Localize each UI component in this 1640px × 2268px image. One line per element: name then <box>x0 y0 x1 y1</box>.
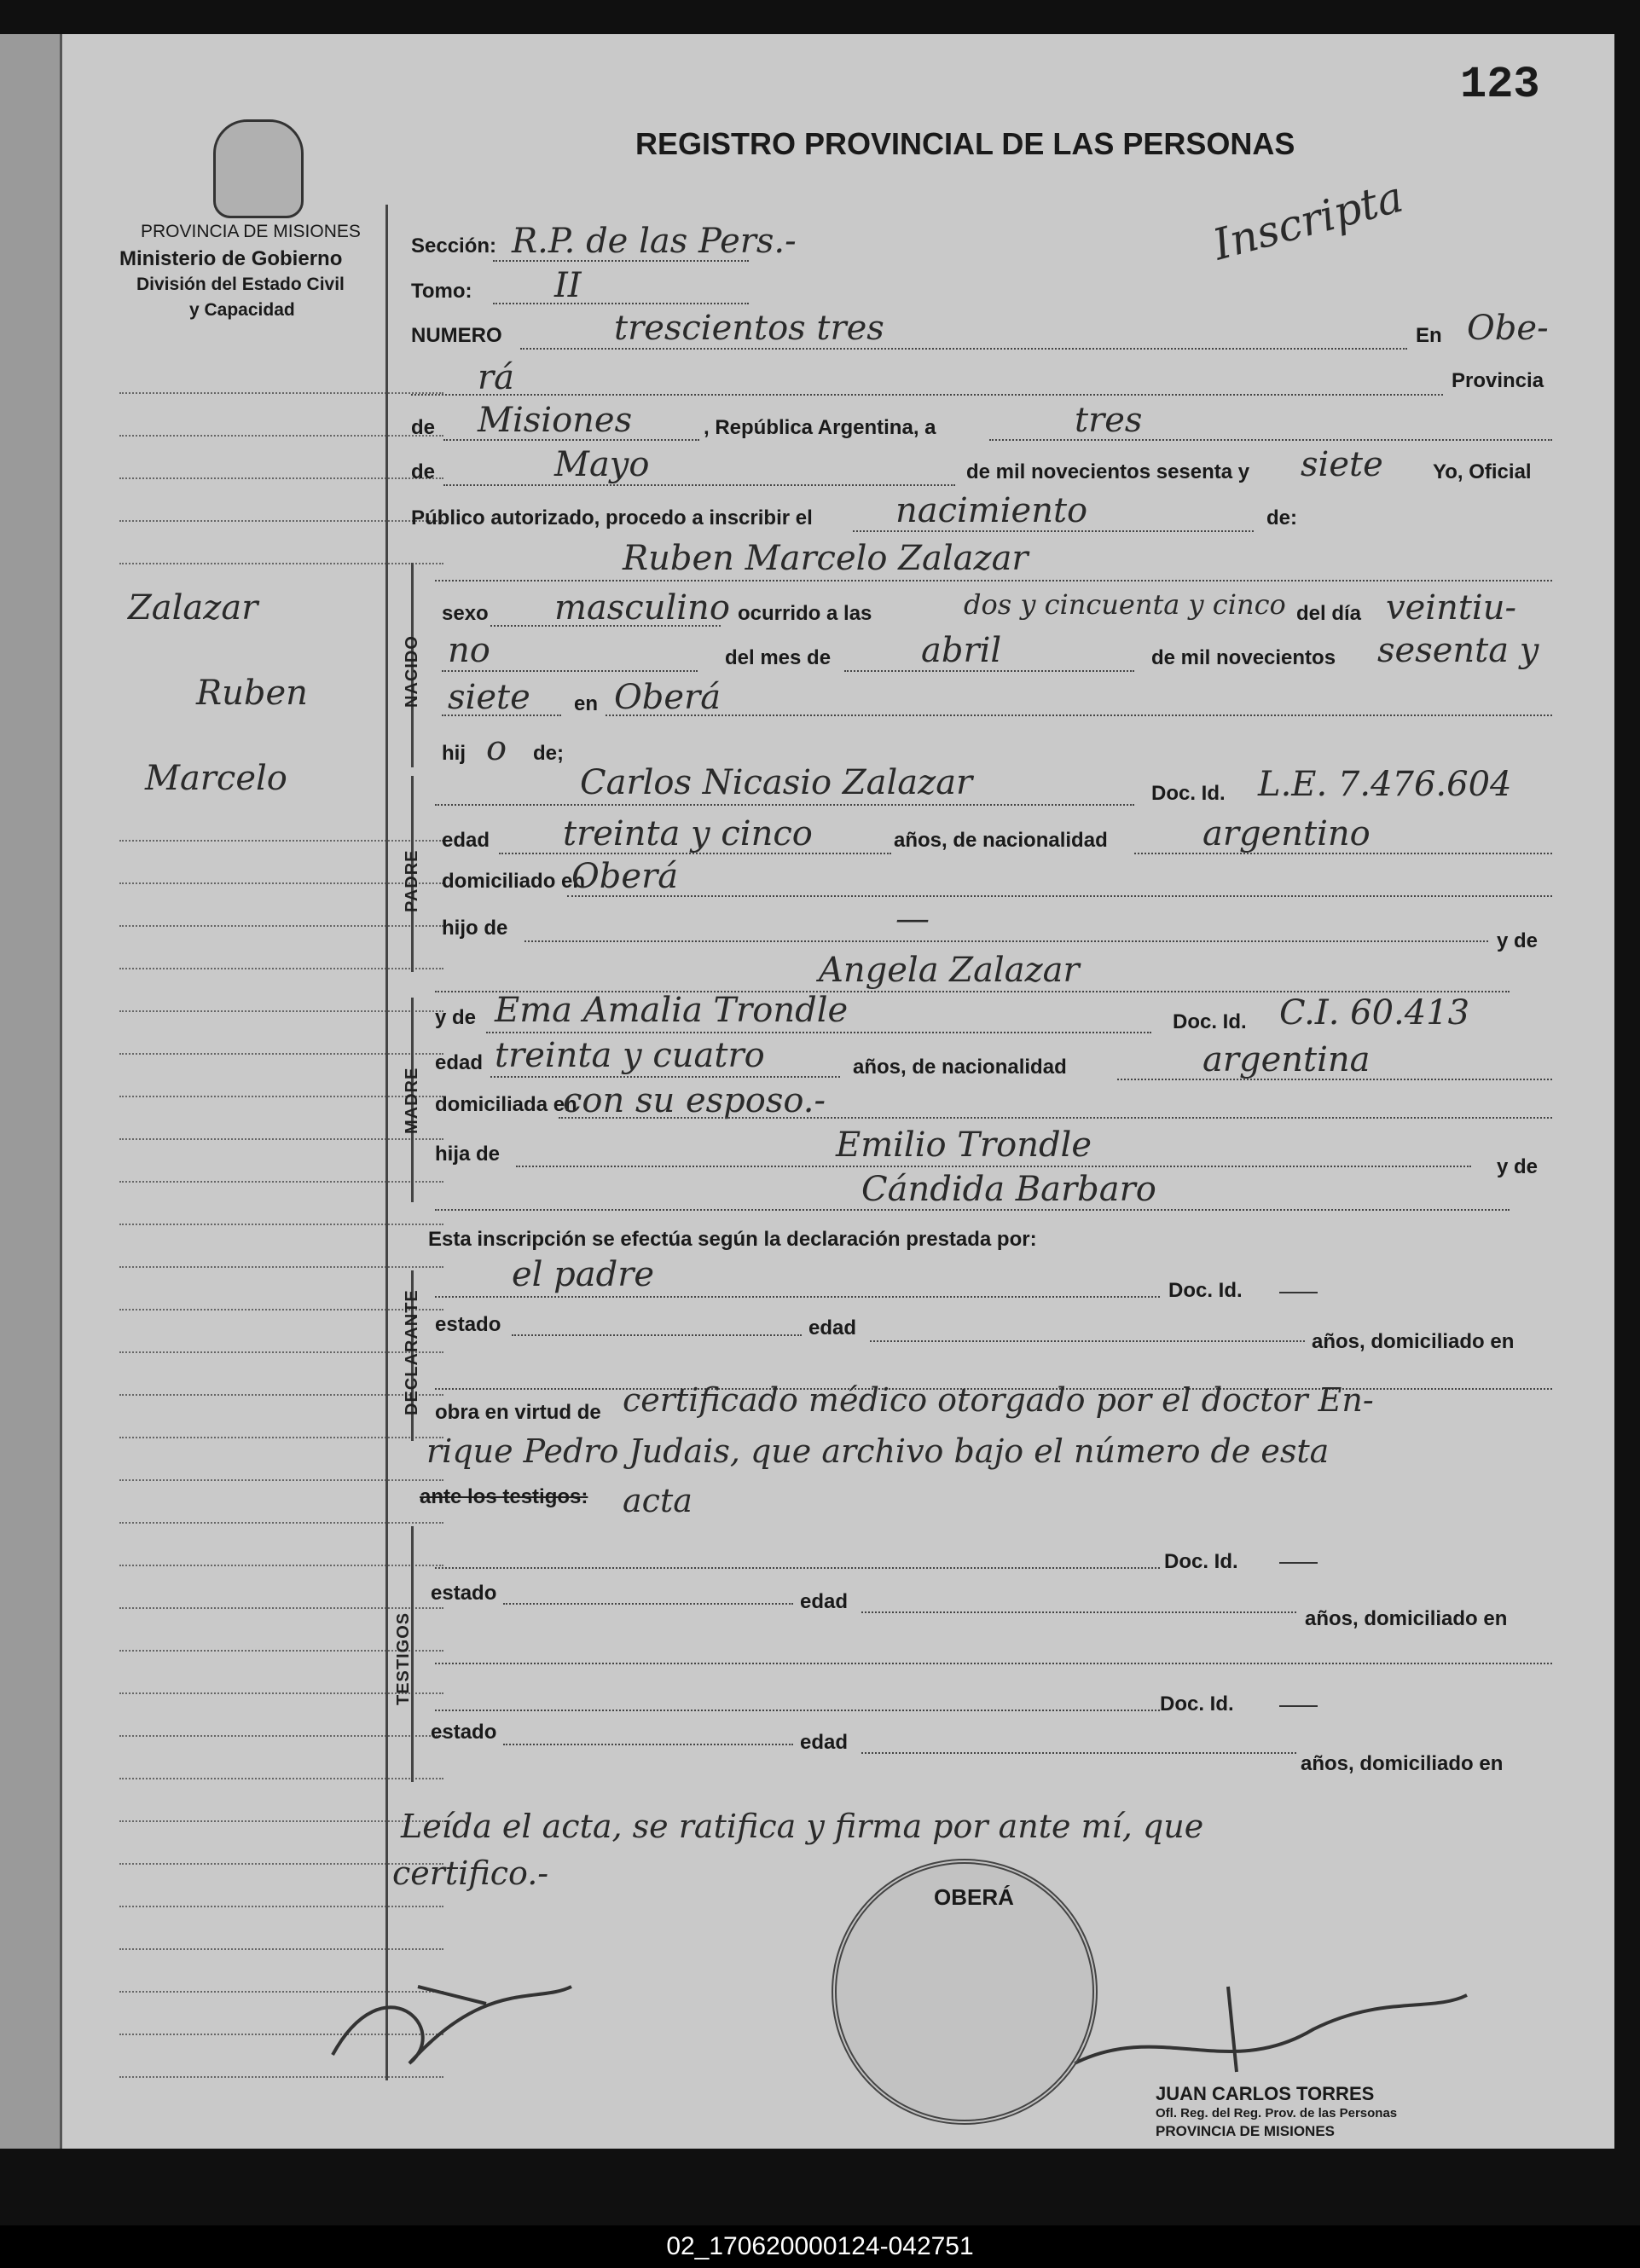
ocurrido-label: ocurrido a las <box>738 602 872 625</box>
oficial-label: Yo, Oficial <box>1433 460 1532 483</box>
padre-doc: L.E. 7.476.604 <box>1258 765 1512 804</box>
obra-line3: acta <box>623 1482 693 1519</box>
dia-label: del día <box>1296 602 1362 625</box>
madre-doc-label: Doc. Id. <box>1173 1010 1247 1033</box>
anio-nac-cont: siete <box>448 678 530 717</box>
madre-nombre: Ema Amalia Trondle <box>495 991 849 1030</box>
inscripta-stamp: Inscripta <box>1208 171 1409 270</box>
mes-value: Mayo <box>554 445 650 484</box>
official-signature <box>1058 1961 1484 2089</box>
anio-nac-label: de mil novecientos <box>1151 646 1336 669</box>
page-number: 123 <box>1460 60 1540 110</box>
obra-label: obra en virtud de <box>435 1401 601 1424</box>
padre-nombre: Carlos Nicasio Zalazar <box>580 763 973 802</box>
publico-label: Público autorizado, procedo a inscribir el <box>411 506 813 529</box>
seal-text: OBERÁ <box>934 1884 1014 1910</box>
page-title: REGISTRO PROVINCIAL DE LAS PERSONAS <box>635 126 1295 161</box>
padre-dom-label: domiciliado en <box>442 870 586 893</box>
madre-domicilio: con su esposo.- <box>563 1081 826 1120</box>
declaracion-label: Esta inscripción se efectúa según la declaración prestada por: <box>428 1228 1037 1251</box>
header-division: División del Estado Civil <box>136 275 345 294</box>
nombre-value: Ruben Marcelo Zalazar <box>623 539 1029 578</box>
anio-value: siete <box>1301 445 1383 484</box>
margin-first-name: Ruben <box>196 674 308 713</box>
testigos-side-label: TESTIGOS <box>394 1611 413 1705</box>
madre-yde-label: y de <box>435 1006 477 1029</box>
numero-label: NUMERO <box>411 324 502 347</box>
mes-label: del mes de <box>725 646 832 669</box>
anio-label: de mil novecientos sesenta y <box>966 460 1250 483</box>
seccion-value: R.P. de las Pers.- <box>512 222 797 261</box>
padre-side-label: PADRE <box>403 849 421 912</box>
madre-padre: Emilio Trondle <box>836 1125 1092 1165</box>
madre-nac-label: años, de nacionalidad <box>853 1056 1067 1079</box>
declarante-doc-label: Doc. Id. <box>1168 1279 1243 1302</box>
de3-label: de: <box>1266 506 1297 529</box>
cierre-line2: certifico.- <box>392 1854 549 1892</box>
declarante-edad-label: edad <box>808 1316 857 1339</box>
en-label: En <box>1416 324 1442 347</box>
padre-doc-label: Doc. Id. <box>1151 782 1226 805</box>
margin-second-name: Marcelo <box>145 759 287 798</box>
testigo2-anios-label: años, domiciliado en <box>1301 1752 1504 1775</box>
numero-value: trescientos tres <box>614 309 884 348</box>
ante-testigos-label: ante los testigos: <box>420 1485 588 1508</box>
cierre-line1: Leída el acta, se ratifica y firma por ante mí, que <box>401 1808 1204 1845</box>
testigo1-estado-label: estado <box>431 1582 497 1605</box>
declarante-estado-label: estado <box>435 1313 501 1336</box>
coat-of-arms-icon <box>213 119 304 218</box>
header-province: PROVINCIA DE MISIONES <box>141 222 361 241</box>
padre-hijo-de: — <box>895 900 930 939</box>
declarante-nombre: el padre <box>512 1255 655 1294</box>
mes-nac-value: abril <box>921 631 1002 670</box>
de4-label: de; <box>533 742 564 765</box>
obra-line2: rique Pedro Judais, que archivo bajo el número de esta <box>426 1432 1330 1470</box>
header-ministry: Ministerio de Gobierno <box>119 247 343 270</box>
column-divider <box>385 205 388 2080</box>
testigo2-edad-label: edad <box>800 1731 849 1754</box>
testigo1-doc-label: Doc. Id. <box>1164 1550 1238 1573</box>
padre-nac-label: años, de nacionalidad <box>894 829 1108 852</box>
madre-doc: C.I. 60.413 <box>1279 993 1470 1033</box>
seccion-label: Sección: <box>411 234 497 257</box>
margin-surname: Zalazar <box>128 588 258 628</box>
declarante-side-label: DECLARANTE <box>403 1289 421 1415</box>
acto-value: nacimiento <box>895 491 1088 530</box>
padre-hijo-label: hijo de <box>442 917 508 940</box>
obra-line1: certificado médico otorgado por el doctor En- <box>623 1381 1374 1419</box>
testigo2-doc-label: Doc. Id. <box>1160 1692 1234 1715</box>
padre-yde-label: y de <box>1497 929 1539 952</box>
hora-value: dos y cincuenta y cinco <box>964 588 1286 621</box>
padre-madre: Angela Zalazar <box>819 951 1080 990</box>
de2-label: de <box>411 460 436 483</box>
padre-edad-label: edad <box>442 829 490 852</box>
previous-page-edge <box>0 34 60 2149</box>
official-title: Ofl. Reg. del Reg. Prov. de las Personas <box>1156 2106 1398 2120</box>
anio-nac-value: sesenta y <box>1377 631 1539 670</box>
madre-nacionalidad: argentina <box>1202 1040 1371 1079</box>
en2-label: en <box>574 692 599 715</box>
madre-dom-label: domiciliada en <box>435 1093 577 1116</box>
dia-nac-value: veintiu- <box>1386 588 1516 628</box>
tomo-value: II <box>554 266 582 305</box>
madre-side-label: MADRE <box>403 1067 421 1134</box>
sexo-value: masculino <box>554 588 730 628</box>
madre-yde-label: y de <box>1497 1155 1539 1178</box>
sexo-label: sexo <box>442 602 489 625</box>
en-value-cont: rá <box>478 358 514 397</box>
madre-madre: Cándida Barbaro <box>861 1170 1156 1209</box>
testigo1-edad-label: edad <box>800 1590 849 1613</box>
de-label: de <box>411 416 436 439</box>
header-capacity: y Capacidad <box>189 300 295 320</box>
provincia-label: Provincia <box>1452 369 1544 392</box>
dia-nac-cont: no <box>448 631 490 670</box>
hij-value: o <box>486 729 507 768</box>
padre-nacionalidad: argentino <box>1202 814 1371 853</box>
testigo2-estado-label: estado <box>431 1721 497 1744</box>
en-value: Obe- <box>1467 309 1549 348</box>
dia-value: tres <box>1075 401 1143 440</box>
lugar-nac-value: Oberá <box>614 678 721 717</box>
madre-edad-label: edad <box>435 1051 484 1074</box>
official-province: PROVINCIA DE MISIONES <box>1156 2123 1336 2139</box>
official-name: JUAN CARLOS TORRES <box>1156 2083 1375 2104</box>
padre-edad: treinta y cinco <box>563 814 813 853</box>
declarante-anios-label: años, domiciliado en <box>1312 1330 1515 1353</box>
declarant-signature <box>316 1927 614 2097</box>
padre-domicilio: Oberá <box>571 857 679 896</box>
scan-footer: 02_170620000124-042751 <box>0 2225 1640 2268</box>
hij-label: hij <box>442 742 466 765</box>
republica-label: , República Argentina, a <box>704 416 936 439</box>
madre-hija-label: hija de <box>435 1143 501 1166</box>
madre-edad: treinta y cuatro <box>495 1036 765 1075</box>
testigo1-anios-label: años, domiciliado en <box>1305 1607 1508 1630</box>
tomo-label: Tomo: <box>411 280 472 303</box>
provincia-value: Misiones <box>478 401 633 440</box>
